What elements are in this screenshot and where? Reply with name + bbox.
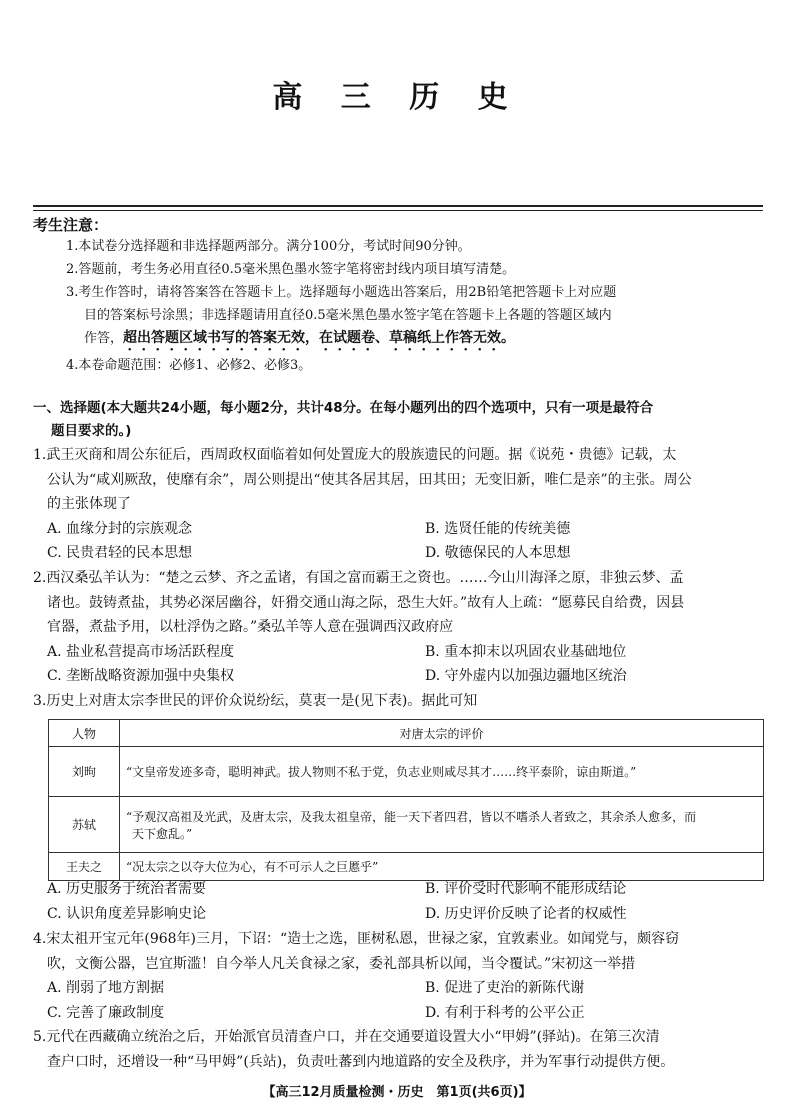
table-header: 人物 — [49, 720, 120, 747]
options — [33, 517, 768, 566]
table-cell-name: 王夫之 — [49, 853, 120, 881]
notice-item: 4.本卷命题范围：必修1、必修2、必修3。 — [66, 358, 312, 373]
notice-item: 2.答题前，考生务必用直径0.5毫米黑色墨水签字笔将密封线内项目填写清楚。 — [66, 262, 516, 277]
notice-item: 1.本试卷分选择题和非选择题两部分。满分100分，考试时间90分钟。 — [66, 239, 471, 254]
section-heading-line: 题目要求的。) — [51, 423, 132, 439]
divider-thin — [33, 210, 763, 211]
table-cell-line: “予观汉高祖及光武，及唐太宗，及我太祖皇帝，能一天下者四君，皆以不嗜杀人者致之，其余杀人愈多，而 — [126, 809, 697, 824]
question-5 — [33, 1025, 768, 1074]
notice-emphasis: 超出答题区域书写的答案无效，在试题卷、草稿纸上作答无效。 — [123, 330, 516, 346]
question-line: 查户口时，还增设一种“马甲姆”(兵站)，负责吐蕃到内地道路的安全及秩序，并为军事行动提供方便。 — [47, 1053, 675, 1070]
question-line: 的主张体现了 — [47, 496, 131, 512]
option-b: B. 促进了吏治的新陈代谢 — [425, 980, 585, 996]
options — [33, 877, 768, 926]
table-row — [49, 797, 764, 853]
page-title: 高 三 历 史 — [272, 80, 522, 115]
option-c: C. 垄断战略资源加强中央集权 — [47, 668, 235, 684]
question-line: 3.历史上对唐太宗李世民的评价众说纷纭，莫衷一是(见下表)。据此可知 — [33, 693, 478, 709]
question-line: 4.宋太祖开宝元年(968年)三月，下诏：“造士之选，匪树私恩，世禄之家，宜敦素业。如闻党与，颇容窃 — [33, 931, 680, 947]
option-a: A. 削弱了地方割据 — [47, 980, 165, 996]
table-row — [49, 747, 764, 797]
question-1 — [33, 443, 768, 566]
option-d: D. 敬德保民的人本思想 — [425, 545, 571, 561]
notice-item: 3.考生作答时，请将答案答在答题卡上。选择题每小题选出答案后，用2B铅笔把答题卡上对应题 — [66, 285, 617, 300]
table-header-row — [49, 720, 764, 747]
page-footer: 【高三12月质量检测・历史 第1页(共6页)】 — [262, 1085, 532, 1100]
table-header: 对唐太宗的评价 — [120, 720, 764, 747]
notice-heading: 考生注意： — [33, 216, 109, 234]
question-line: 官器，煮盐予用，以杜浮伪之路。”桑弘羊等人意在强调西汉政府应 — [47, 619, 454, 635]
question-line: 公认为“咸刈厥敌，使靡有余”，周公则提出“使其各居其居，田其田；无变旧新，唯仁是亲”的主张。周公 — [47, 471, 692, 488]
table-cell-name: 苏轼 — [49, 797, 120, 853]
option-c: C. 完善了廉政制度 — [47, 1004, 165, 1021]
question-4 — [33, 927, 768, 1025]
question-line: 1.武王灭商和周公东征后，西周政权面临着如何处置庞大的殷族遗民的问题。据《说苑・贵德》记载，太 — [33, 447, 677, 463]
question-2 — [33, 566, 768, 689]
option-a: A. 血缘分封的宗族观念 — [47, 520, 193, 537]
question-3-stem — [33, 689, 768, 714]
table-cell-text: “文皇帝发迹多奇，聪明神武。拔人物则不私于党，负志业则咸尽其才……终平泰阶，谅由斯道。” — [120, 747, 764, 797]
option-c: C. 民贵君轻的民本思想 — [47, 545, 193, 561]
option-d: D. 守外虚内以加强边疆地区统治 — [425, 668, 627, 684]
option-a: A. 历史服务于统治者需要 — [47, 881, 207, 897]
option-a: A. 盐业私营提高市场活跃程度 — [47, 643, 235, 660]
divider-thick — [33, 205, 763, 207]
question-line: 2.西汉桑弘羊认为：“楚之云梦、齐之孟诸，有国之富而霸王之资也。……今山川海泽之原，非独云梦、孟 — [33, 570, 684, 586]
table-cell-text — [120, 797, 764, 853]
table-cell-text: “况太宗之以夺大位为心，有不可示人之巨慝乎” — [120, 853, 764, 881]
option-b: B. 选贤任能的传统美德 — [425, 520, 571, 537]
options — [33, 976, 768, 1025]
option-d: D. 历史评价反映了论者的权威性 — [425, 905, 627, 922]
notice-item-prefix: 作答， — [84, 331, 124, 346]
option-b: B. 重本抑末以巩固农业基础地位 — [425, 643, 627, 660]
notice-item: 目的答案标号涂黑；非选择题请用直径0.5毫米黑色墨水签字笔在答题卡上各题的答题区域内 — [84, 308, 612, 323]
option-c: C. 认识角度差异影响史论 — [47, 905, 207, 922]
notice-item — [66, 327, 766, 354]
question-line: 诸也。鼓铸煮盐，其势必深居幽谷，奸猾交通山海之际，恐生大奸。”故有人上疏：“愿募民自给费，因县 — [47, 594, 685, 611]
question-line: 5.元代在西藏确立统治之后，开始派官员清查户口，并在交通要道设置大小“甲姆”(驿站)。在第三次清 — [33, 1029, 660, 1045]
table-cell-line: 天下愈乱。” — [132, 826, 193, 841]
section-heading — [33, 397, 773, 443]
notice-list — [66, 235, 766, 377]
question-line: 吹，文衡公器，岂宜斯滥！自今举人凡关食禄之家，委礼部具析以闻，当令覆试。”宋初这一举措 — [47, 955, 636, 972]
option-d: D. 有利于科考的公平公正 — [425, 1004, 585, 1021]
question-3-options — [33, 877, 768, 926]
option-b: B. 评价受时代影响不能形成结论 — [425, 881, 627, 897]
table-cell-name: 刘昫 — [49, 747, 120, 797]
evaluation-table — [48, 719, 764, 881]
options — [33, 640, 768, 689]
section-heading-line: 一、选择题(本大题共24小题，每小题2分，共计48分。在每小题列出的四个选项中，只有一项是最符合 — [33, 400, 654, 416]
